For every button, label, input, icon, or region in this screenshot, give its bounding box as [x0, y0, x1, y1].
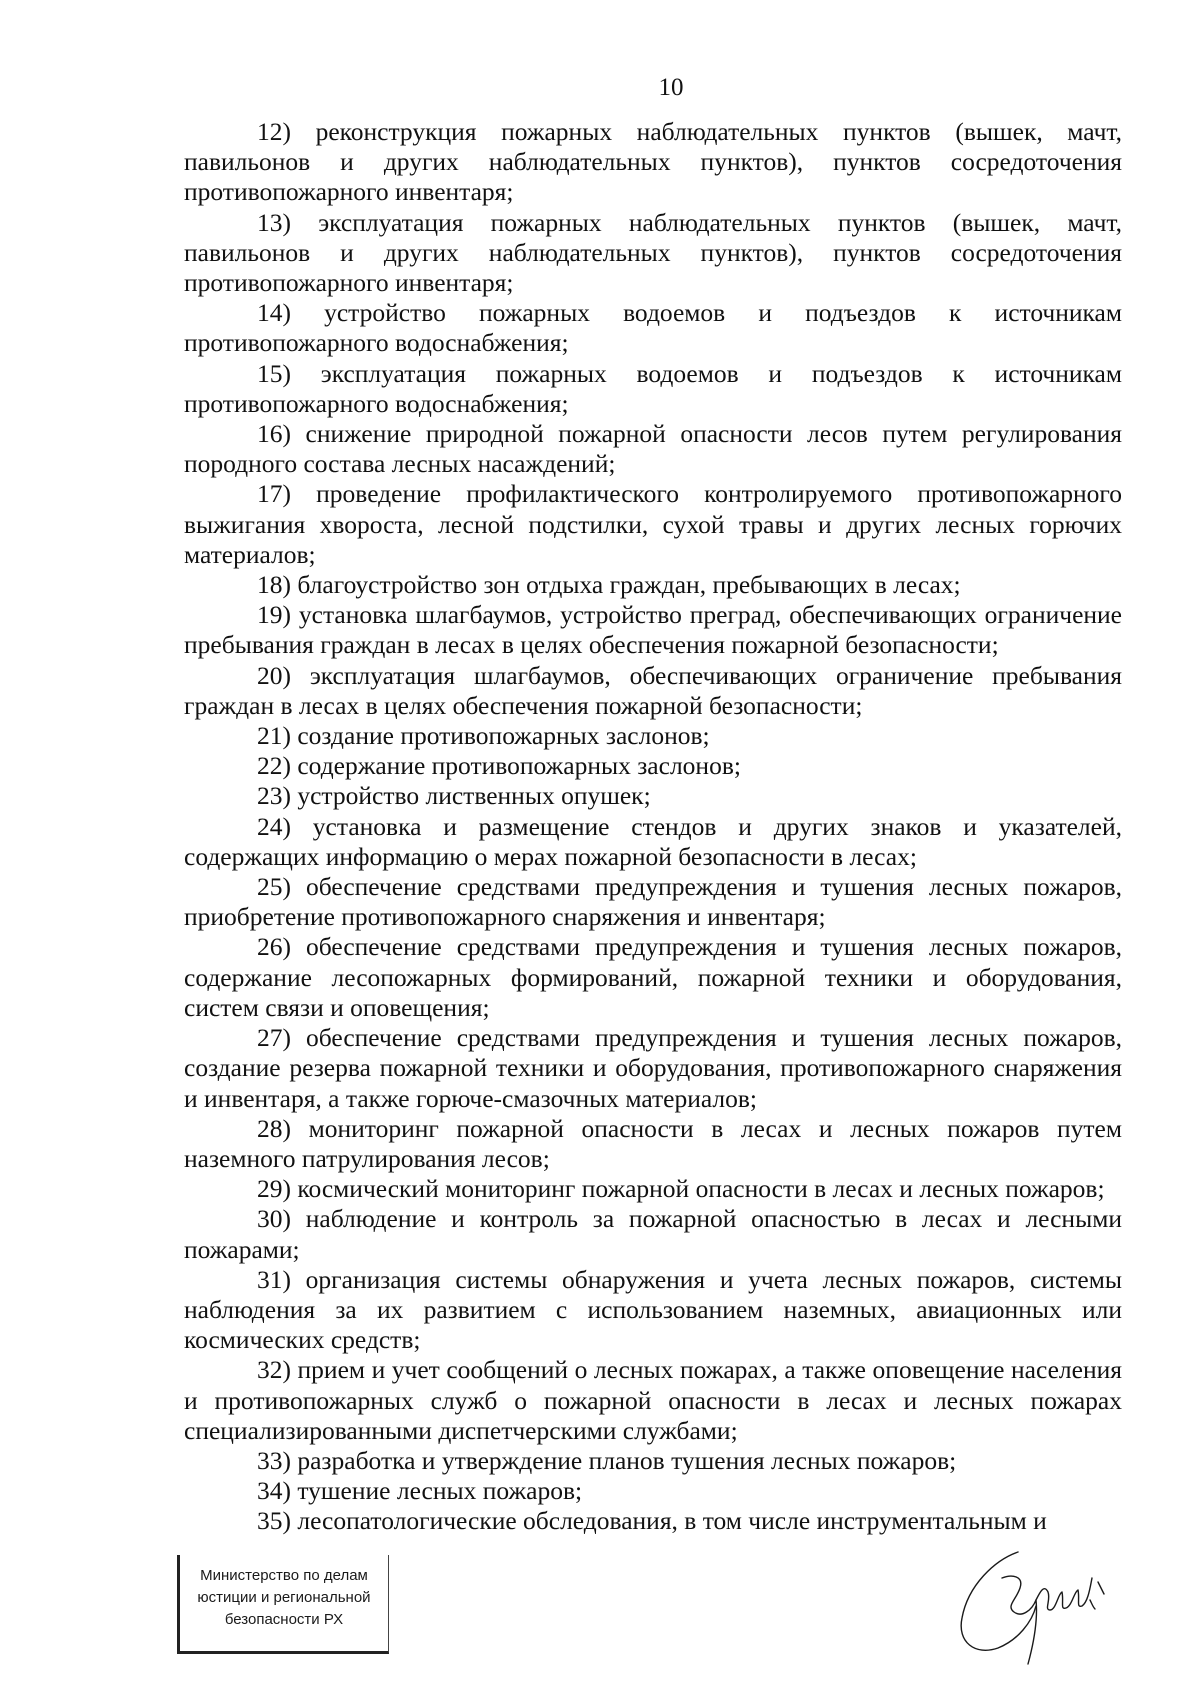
list-item: 18) благоустройство зон отдыха граждан, пребывающих в лесах; [257, 570, 961, 600]
list-item: 32) прием и учет сообщений о лесных пожарах, а также оповещение населения и противопожарных служб о пожарной опасности в лесах и лесных пожарах специализированными диспетчерскими службами; [184, 1355, 1122, 1445]
list-item: 20) эксплуатация шлагбаумов, обеспечивающих ограничение пребывания граждан в лесах в целях обеспечения пожарной безопасности; [184, 660, 1122, 720]
stamp-line: безопасности РХ [224, 1611, 344, 1628]
list-item: 33) разработка и утверждение планов тушения лесных пожаров; [257, 1445, 957, 1475]
signature-icon [940, 1530, 1140, 1670]
list-item: 17) проведение профилактического контролируемого противопожарного выжигания хвороста, лесной подстилки, сухой травы и других лесных горючих материалов; [184, 479, 1122, 569]
list-item: 27) обеспечение средствами предупреждения и тушения лесных пожаров, создание резерва пожарной техники и оборудования, противопожарного снаряжения и инвентаря, а также горюче-смазочных материалов; [184, 1023, 1122, 1113]
list-item: 34) тушение лесных пожаров; [257, 1476, 583, 1506]
list-item: 35) лесопатологические обследования, в том числе инструментальным и [257, 1506, 1047, 1536]
list-item: 15) эксплуатация пожарных водоемов и подъездов к источникам противопожарного водоснабжения; [184, 358, 1122, 418]
list-item: 31) организация системы обнаружения и учета лесных пожаров, системы наблюдения за их развитием с использованием наземных, авиационных или космических средств; [184, 1264, 1122, 1355]
ministry-stamp [177, 1555, 389, 1654]
list-item: 30) наблюдение и контроль за пожарной опасностью в лесах и лесными пожарами; [184, 1204, 1122, 1264]
list-item: 19) установка шлагбаумов, устройство преград, обеспечивающих ограничение пребывания граждан в лесах в целях обеспечения пожарной безопасности; [184, 600, 1122, 660]
list-item: 22) содержание противопожарных заслонов; [257, 751, 741, 781]
stamp-line: Министерство по делам [200, 1567, 368, 1584]
list-item: 25) обеспечение средствами предупреждения и тушения лесных пожаров, приобретение противопожарного снаряжения и инвентаря; [184, 872, 1122, 932]
list-item: 26) обеспечение средствами предупреждения и тушения лесных пожаров, содержание лесопожарных формирований, пожарной техники и оборудования, систем связи и оповещения; [184, 932, 1122, 1022]
list-item: 13) эксплуатация пожарных наблюдательных пунктов (вышек, мачт, павильонов и других наблюдательных пунктов), пунктов сосредоточения противопожарного инвентаря; [184, 207, 1122, 298]
stamp-line: юстиции и региональной [197, 1589, 371, 1606]
list-item: 23) устройство лиственных опушек; [257, 781, 651, 811]
list-item: 24) установка и размещение стендов и других знаков и указателей, содержащих информацию о мерах пожарной безопасности в лесах; [184, 811, 1122, 871]
list-item: 14) устройство пожарных водоемов и подъездов к источникам противопожарного водоснабжения; [184, 298, 1122, 358]
page-number: 10 [658, 74, 684, 101]
list-item: 12) реконструкция пожарных наблюдательных пунктов (вышек, мачт, павильонов и других наблюдательных пунктов), пунктов сосредоточения противопожарного инвентаря; [184, 117, 1122, 207]
document-body [184, 117, 1122, 1537]
list-item: 29) космический мониторинг пожарной опасности в лесах и лесных пожаров; [257, 1174, 1105, 1204]
list-item: 21) создание противопожарных заслонов; [257, 721, 710, 751]
list-item: 16) снижение природной пожарной опасности лесов путем регулирования породного состава лесных насаждений; [184, 419, 1122, 479]
list-item: 28) мониторинг пожарной опасности в лесах и лесных пожаров путем наземного патрулирования лесов; [184, 1113, 1122, 1173]
